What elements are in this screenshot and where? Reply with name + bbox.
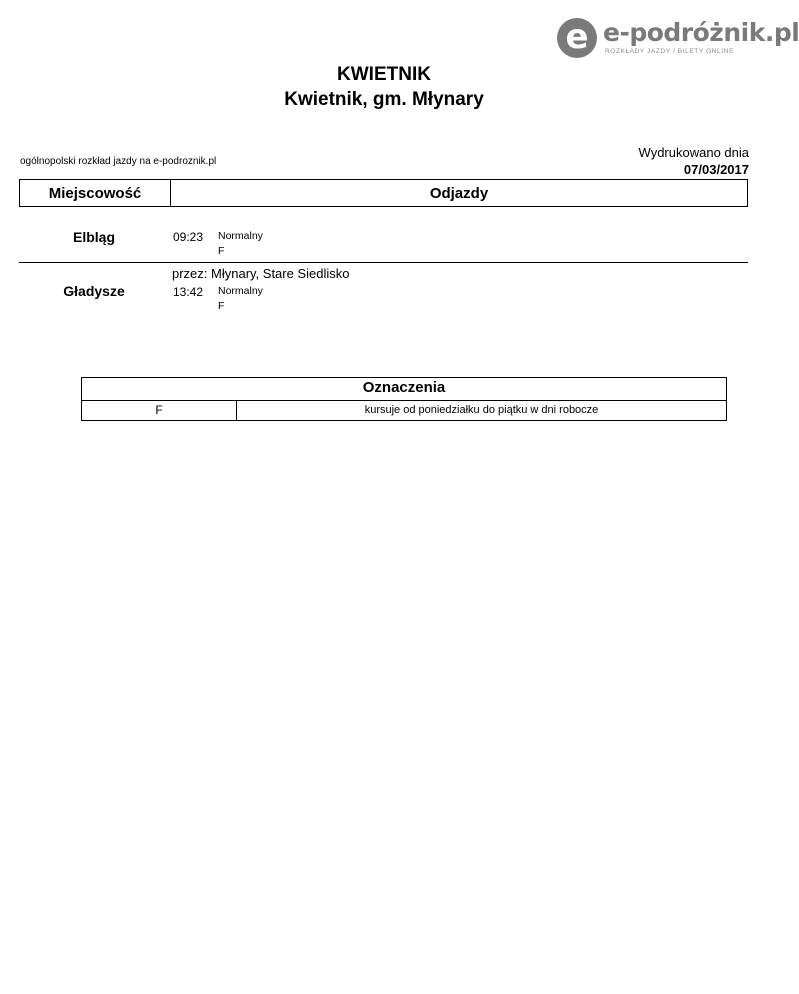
logo-tagline: ROZKŁADY JAZDY / BILETY ONLINE <box>605 48 734 55</box>
printed-label: Wydrukowano dnia <box>638 145 749 160</box>
logo-e-icon: e <box>557 18 597 58</box>
destination-place: Elbląg <box>72 229 115 245</box>
route-via: przez: Młynary, Stare Siedlisko <box>172 266 350 281</box>
stop-full-name: Kwietnik, gm. Młynary <box>284 89 484 110</box>
logo-text: e-podróżnik.pl <box>603 18 799 47</box>
departure-mark: F <box>218 245 225 257</box>
departure-kind: Normalny <box>218 230 263 242</box>
destination-place: Gładysze <box>63 283 125 299</box>
printed-date: 07/03/2017 <box>683 162 749 177</box>
departure-time: 13:42 <box>173 285 204 299</box>
source-note: ogólnopolski rozkład jazdy na e-podroznik.pl <box>20 156 217 167</box>
stop-name: KWIETNIK <box>337 64 431 85</box>
legend-description: kursuje od poniedziałku do piątku w dni robocze <box>364 404 599 416</box>
brand-logo <box>557 16 799 62</box>
legend-symbol: F <box>155 403 163 417</box>
column-header-place: Miejscowość <box>48 185 142 202</box>
departure-mark: F <box>218 300 225 312</box>
column-header-departures: Odjazdy <box>429 185 489 202</box>
legend-divider <box>82 400 726 401</box>
departure-kind: Normalny <box>218 285 263 297</box>
table-header <box>19 179 748 207</box>
departure-time: 09:23 <box>173 230 204 244</box>
legend-table <box>81 377 727 421</box>
row-divider <box>19 262 748 263</box>
legend-title: Oznaczenia <box>362 379 446 396</box>
